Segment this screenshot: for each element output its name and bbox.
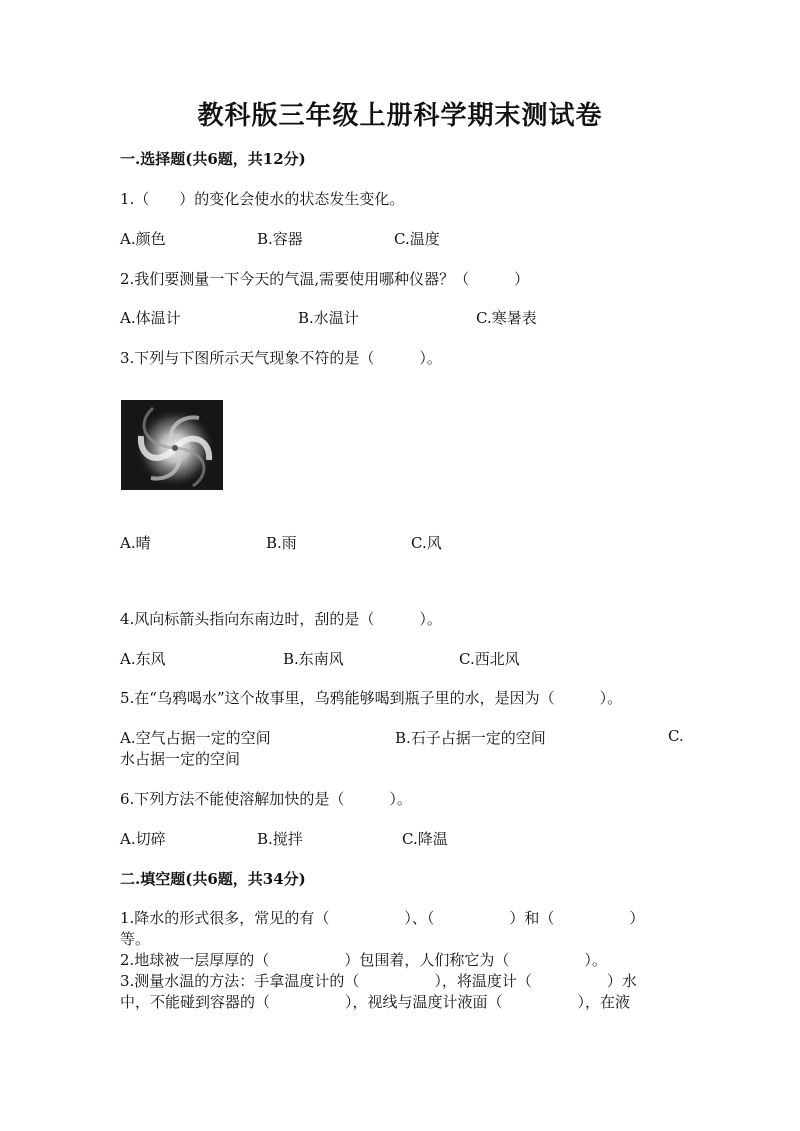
q2-option-b: B.水温计 [298, 309, 359, 327]
section-2-heading: 二.填空题(共6题，共34分) [120, 870, 306, 888]
q3-option-b: B.雨 [266, 534, 297, 552]
q5-stem: 5.在“乌鸦喝水”这个故事里，乌鸦能够喝到瓶子里的水，是因为（ ）。 [120, 689, 623, 707]
q2-option-a: A.体温计 [120, 309, 181, 327]
typhoon-satellite-icon [121, 400, 223, 490]
fill-q3-line-2: 中，不能碰到容器的（ ），视线与温度计液面（ ），在液 [120, 993, 631, 1011]
q5-option-b: B.石子占据一定的空间 [395, 729, 546, 747]
q5-option-c-text: 水占据一定的空间 [120, 750, 241, 768]
typhoon-satellite-image [121, 400, 223, 490]
q4-option-c: C.西北风 [459, 650, 520, 668]
q1-option-a: A.颜色 [120, 230, 166, 248]
q4-option-b: B.东南风 [283, 650, 344, 668]
q4-option-a: A.东风 [120, 650, 166, 668]
q1-option-c: C.温度 [394, 230, 440, 248]
q2-option-c: C.寒暑表 [476, 309, 537, 327]
q1-stem: 1.（ ）的变化会使水的状态发生变化。 [120, 190, 405, 208]
q4-stem: 4.风向标箭头指向东南边时，刮的是（ ）。 [120, 610, 442, 628]
q1-option-b: B.容器 [257, 230, 303, 248]
q2-stem: 2.我们要测量一下今天的气温,需要使用哪种仪器？（ ） [120, 270, 530, 288]
q6-option-b: B.搅拌 [257, 830, 303, 848]
section-1-heading: 一.选择题(共6题，共12分) [120, 150, 306, 168]
q6-option-c: C.降温 [402, 830, 448, 848]
fill-q1-line-2: 等。 [120, 930, 151, 948]
q6-option-a: A.切碎 [120, 830, 166, 848]
exam-title: 教科版三年级上册科学期末测试卷 [197, 101, 603, 131]
fill-q3-line-1: 3.测量水温的方法：手拿温度计的（ ），将温度计（ ）水 [120, 972, 637, 990]
q3-stem: 3.下列与下图所示天气现象不符的是（ ）。 [120, 349, 442, 367]
q5-option-c-label: C. [668, 727, 684, 745]
q3-option-a: A.晴 [120, 534, 151, 552]
q3-option-c: C.风 [411, 534, 442, 552]
q5-option-a: A.空气占据一定的空间 [120, 729, 271, 747]
fill-q1-line-1: 1.降水的形式很多，常见的有（ ）、（ ）和（ ） [120, 909, 645, 927]
q6-stem: 6.下列方法不能使溶解加快的是（ ）。 [120, 790, 412, 808]
fill-q2: 2.地球被一层厚厚的（ ）包围着，人们称它为（ ）。 [120, 951, 607, 969]
